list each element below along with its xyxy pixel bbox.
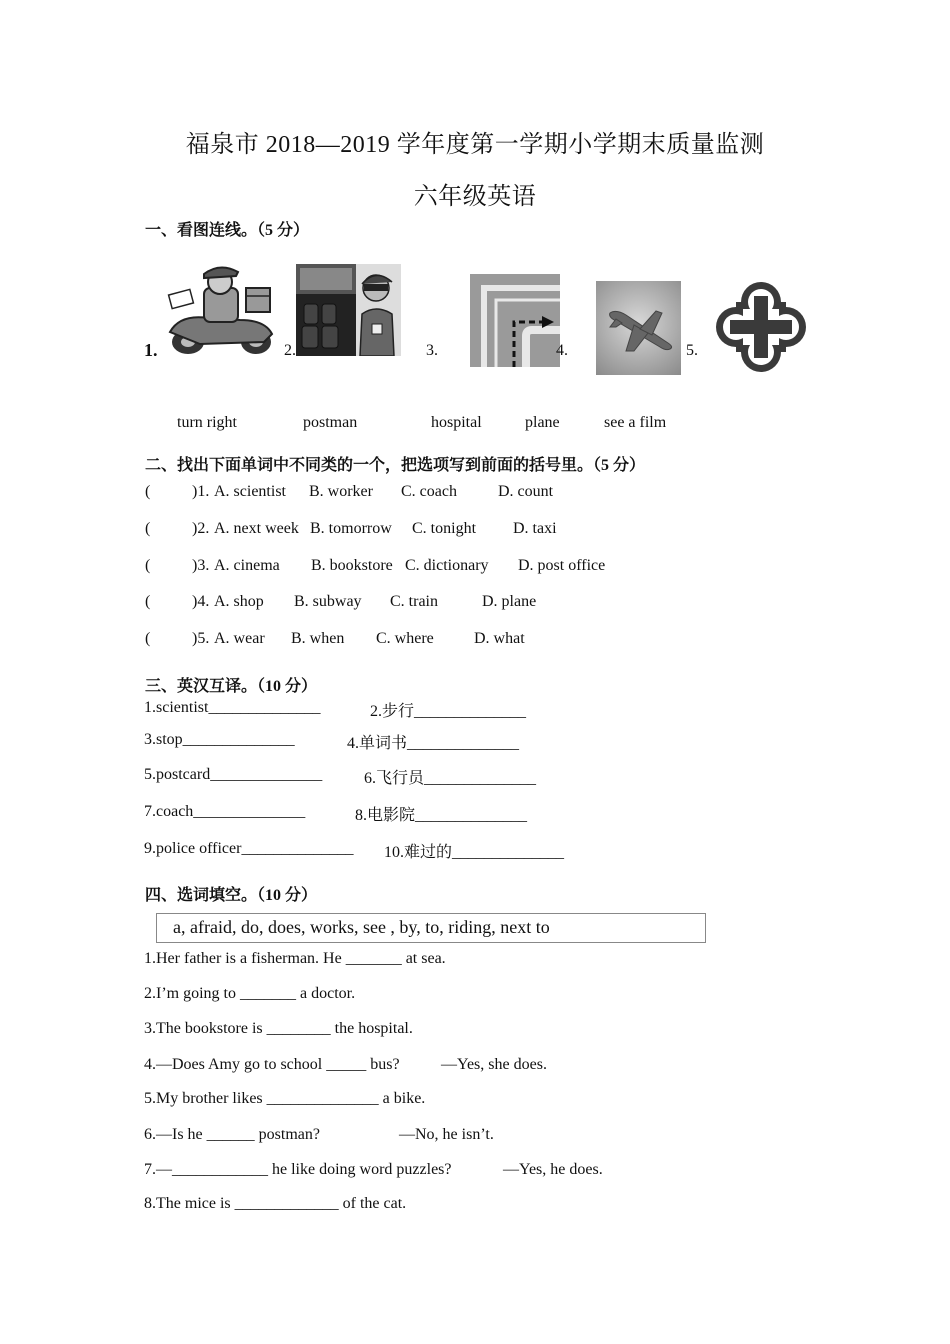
option-b: B. bookstore (311, 557, 393, 574)
option-c: C. dictionary (405, 557, 489, 574)
hospital-cross-icon (716, 282, 806, 372)
translation-item-2[interactable]: 2.步行______________ (370, 703, 527, 720)
picture-label-2: 2. (284, 342, 296, 359)
section4-heading: 四、选词填空。（10 分） (145, 887, 318, 904)
picture-label-3: 3. (426, 342, 438, 359)
match-word-1: turn right (177, 414, 237, 431)
match-word-2: postman (303, 414, 358, 431)
option-d: D. what (474, 630, 525, 647)
postman-icon (160, 262, 278, 358)
fill-sentence-3[interactable]: 3.The bookstore is ________ the hospital. (144, 1020, 413, 1037)
word-bank: a, afraid, do, does, works, see , by, to, riding, next to (156, 913, 706, 943)
fill-sentence-4-reply: —Yes, she does. (441, 1056, 547, 1073)
question-number: )4. (192, 593, 210, 610)
fill-sentence-7-reply: —Yes, he does. (503, 1161, 603, 1178)
option-a: A. scientist (214, 483, 286, 500)
option-b: B. when (291, 630, 345, 647)
fill-sentence-6[interactable]: 6.—Is he ______ postman? (144, 1126, 320, 1143)
fill-sentence-7[interactable]: 7.—____________ he like doing word puzzles? (144, 1161, 452, 1178)
option-d: D. count (498, 483, 554, 500)
option-d: D. plane (482, 593, 537, 610)
plane-icon (596, 281, 681, 375)
option-a: A. shop (214, 593, 264, 610)
translation-item-7[interactable]: 7.coach______________ (144, 803, 306, 820)
fill-sentence-8[interactable]: 8.The mice is _____________ of the cat. (144, 1195, 407, 1212)
option-b: B. tomorrow (310, 520, 392, 537)
translation-item-4[interactable]: 4.单词书______________ (347, 735, 520, 752)
fill-sentence-6-reply: —No, he isn’t. (399, 1126, 494, 1143)
option-d: D. post office (518, 557, 606, 574)
answer-bracket[interactable]: ( (145, 593, 151, 610)
answer-bracket[interactable]: ( (145, 483, 151, 500)
answer-bracket[interactable]: ( (145, 520, 151, 537)
section1-heading: 一、看图连线。（5 分） (145, 222, 310, 239)
turn-right-icon (470, 274, 560, 367)
option-b: B. subway (294, 593, 362, 610)
option-a: A. wear (214, 630, 265, 647)
translation-item-5[interactable]: 5.postcard______________ (144, 766, 323, 783)
answer-bracket[interactable]: ( (145, 630, 151, 647)
translation-item-8[interactable]: 8.电影院______________ (355, 807, 528, 824)
fill-sentence-1[interactable]: 1.Her father is a fisherman. He _______ at sea. (144, 950, 446, 967)
question-number: )5. (192, 630, 210, 647)
translation-item-10[interactable]: 10.难过的______________ (384, 844, 565, 861)
translation-item-3[interactable]: 3.stop______________ (144, 731, 295, 748)
picture-label-1: 1. (144, 340, 158, 360)
option-d: D. taxi (513, 520, 557, 537)
option-a: A. cinema (214, 557, 280, 574)
fill-sentence-5[interactable]: 5.My brother likes ______________ a bike. (144, 1090, 426, 1107)
picture-label-5: 5. (686, 342, 698, 359)
answer-bracket[interactable]: ( (145, 557, 151, 574)
option-b: B. worker (309, 483, 373, 500)
option-a: A. next week (214, 520, 299, 537)
fill-sentence-2[interactable]: 2.I’m going to _______ a doctor. (144, 985, 356, 1002)
option-c: C. tonight (412, 520, 477, 537)
option-c: C. coach (401, 483, 457, 500)
match-word-3: hospital (431, 414, 482, 431)
option-c: C. train (390, 593, 438, 610)
translation-item-9[interactable]: 9.police officer______________ (144, 840, 354, 857)
page-title: 福泉市 2018—2019 学年度第一学期小学期末质量监测 (185, 132, 765, 158)
question-number: )1. (192, 483, 210, 500)
question-number: )3. (192, 557, 210, 574)
translation-item-1[interactable]: 1.scientist______________ (144, 699, 321, 716)
fill-sentence-4[interactable]: 4.—Does Amy go to school _____ bus? (144, 1056, 400, 1073)
option-c: C. where (376, 630, 434, 647)
picture-label-4: 4. (556, 342, 568, 359)
translation-item-6[interactable]: 6.飞行员______________ (364, 770, 537, 787)
match-word-5: see a film (604, 414, 667, 431)
section3-heading: 三、英汉互译。（10 分） (145, 678, 318, 695)
section2-heading: 二、找出下面单词中不同类的一个，把选项写到前面的括号里。（5 分） (145, 457, 646, 474)
cinema-icon (296, 264, 401, 356)
question-number: )2. (192, 520, 210, 537)
page-subtitle: 六年级英语 (413, 184, 537, 210)
match-word-4: plane (525, 414, 560, 431)
